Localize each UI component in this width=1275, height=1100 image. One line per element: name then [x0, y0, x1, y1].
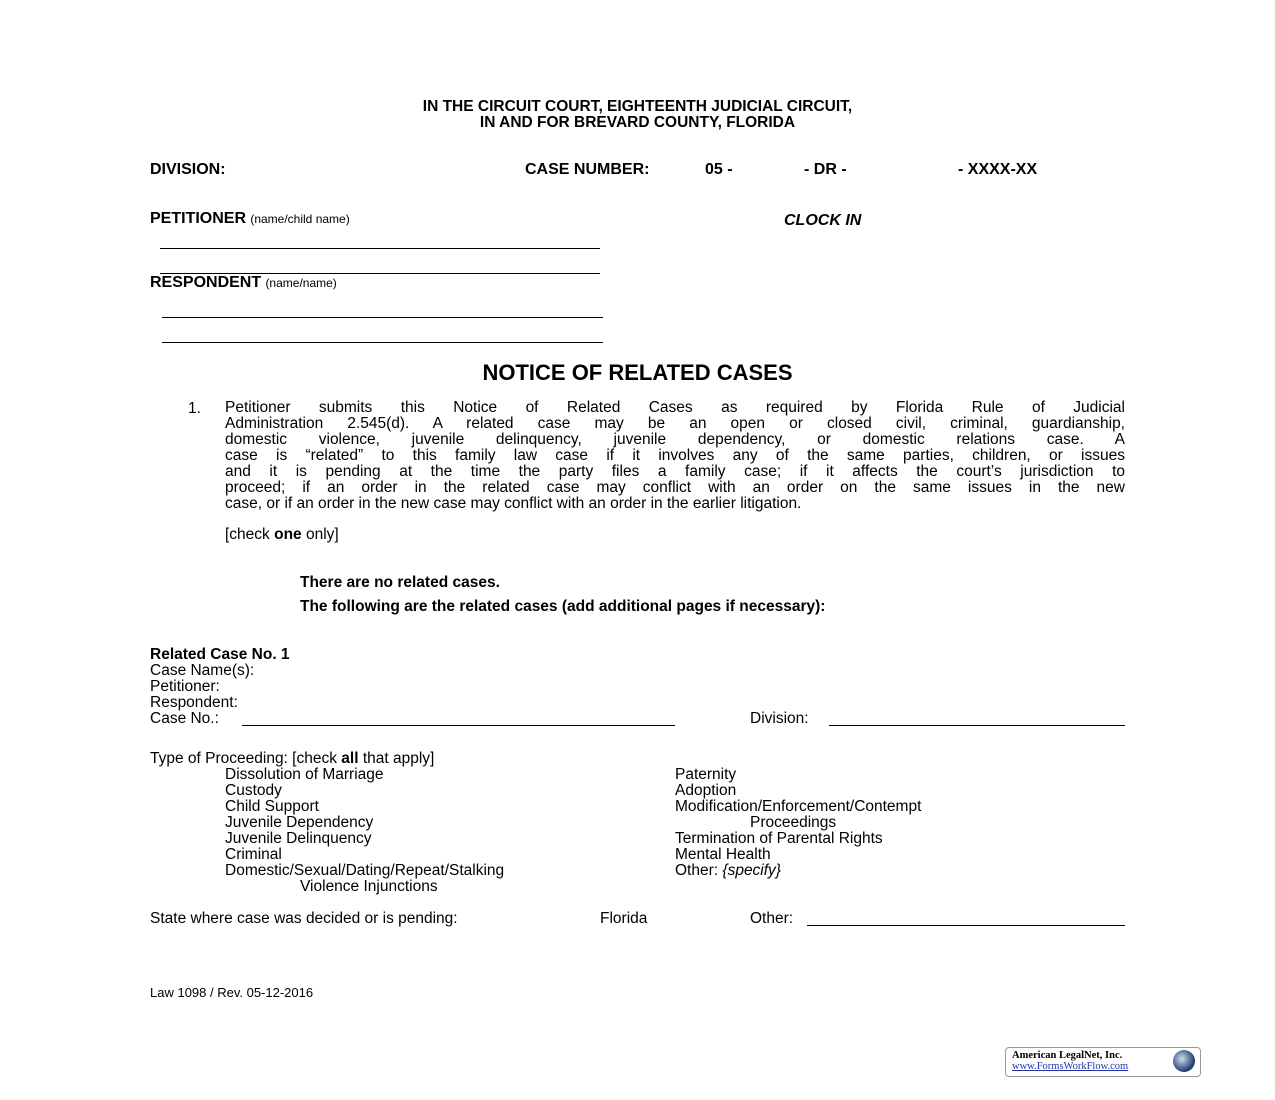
globe-icon: [1173, 1050, 1195, 1072]
division-label: DIVISION:: [150, 161, 226, 178]
proc-post: that apply]: [358, 750, 435, 767]
case-no-label: Case No.:: [150, 710, 219, 727]
proceeding-option-other[interactable]: [675, 862, 781, 880]
state-option-florida[interactable]: Florida: [600, 910, 648, 927]
case-no-field[interactable]: [242, 725, 675, 726]
related-petitioner-label: Petitioner:: [150, 678, 220, 695]
proceeding-option[interactable]: Mental Health: [675, 846, 771, 863]
case-number-part2: - DR -: [804, 161, 847, 178]
american-legalnet-logo: [1005, 1047, 1201, 1077]
proceeding-option[interactable]: Juvenile Delinquency: [225, 830, 372, 847]
paragraph-line: proceed; if an order in the related case may conflict with an order on the same issues in the new: [225, 479, 1125, 496]
case-number-label: CASE NUMBER:: [525, 161, 650, 178]
paragraph-line: Petitioner submits this Notice of Related Cases as required by Florida Rule of Judicial: [225, 399, 1125, 416]
state-other-label: Other:: [750, 910, 794, 927]
proceeding-option[interactable]: Paternity: [675, 766, 737, 783]
proceeding-option[interactable]: Dissolution of Marriage: [225, 766, 384, 783]
case-number-part1: 05 -: [705, 161, 733, 178]
respondent-label-text: RESPONDENT: [150, 274, 262, 291]
petitioner-line-1[interactable]: [160, 248, 600, 249]
proceeding-option-continued: Violence Injunctions: [300, 878, 438, 895]
proc-bold: all: [341, 750, 359, 767]
paragraph-line: case, or if an order in the new case may conflict with an order in the earlier litigation.: [225, 495, 802, 512]
paragraph-number: 1.: [188, 400, 201, 417]
logo-line1: American LegalNet, Inc.: [1012, 1050, 1123, 1061]
related-respondent-label: Respondent:: [150, 694, 238, 711]
proceeding-option[interactable]: Modification/Enforcement/Contempt: [675, 798, 922, 815]
instr-pre: [check: [225, 526, 275, 543]
paragraph-line: and it is pending at the time the party files a family case; if it affects the court’s jurisdiction to: [225, 463, 1125, 480]
instr-post: only]: [301, 526, 339, 543]
proceeding-option[interactable]: Termination of Parental Rights: [675, 830, 883, 847]
option-no-related-cases[interactable]: There are no related cases.: [300, 574, 500, 591]
division-field[interactable]: [829, 725, 1125, 726]
clock-in-label: CLOCK IN: [784, 212, 862, 229]
proceeding-option[interactable]: Domestic/Sexual/Dating/Repeat/Stalking: [225, 862, 505, 879]
instr-bold: one: [274, 526, 302, 543]
paragraph-line: Administration 2.545(d). A related case may be an open or closed civil, criminal, guardianship,: [225, 415, 1125, 432]
other-label: Other:: [675, 862, 723, 879]
paragraph-line: case is “related” to this family law case if it involves any of the same parties, children, or issues: [225, 447, 1125, 464]
related-case-heading: Related Case No. 1: [150, 646, 290, 663]
paragraph-line: domestic violence, juvenile delinquency, juvenile dependency, or domestic relations case. A: [225, 431, 1125, 448]
check-one-instruction: [225, 526, 339, 544]
state-other-field[interactable]: [807, 925, 1125, 926]
petitioner-label-text: PETITIONER: [150, 210, 247, 227]
proceeding-option[interactable]: Adoption: [675, 782, 737, 799]
related-division-label: Division:: [750, 710, 809, 727]
proceeding-option[interactable]: Child Support: [225, 798, 319, 815]
form-footer: Law 1098 / Rev. 05-12-2016: [150, 985, 314, 1000]
proc-pre: Type of Proceeding: [check: [150, 750, 342, 767]
proceeding-option-continued: Proceedings: [750, 814, 837, 831]
respondent-line-2[interactable]: [162, 342, 603, 343]
case-names-label: Case Name(s):: [150, 662, 255, 679]
court-header-line2: IN AND FOR BREVARD COUNTY, FLORIDA: [479, 114, 796, 131]
petitioner-label: [150, 210, 350, 228]
respondent-label: [150, 274, 337, 292]
logo-link[interactable]: www.FormsWorkFlow.com: [1012, 1061, 1129, 1072]
state-label: State where case was decided or is pending:: [150, 910, 458, 927]
respondent-hint: (name/name): [265, 276, 337, 290]
court-header-line1: IN THE CIRCUIT COURT, EIGHTEENTH JUDICIAL CIRCUIT,: [422, 98, 853, 115]
option-following-related-cases[interactable]: The following are the related cases (add additional pages if necessary):: [300, 598, 826, 615]
proceeding-option[interactable]: Juvenile Dependency: [225, 814, 374, 831]
proceeding-option[interactable]: Custody: [225, 782, 282, 799]
respondent-line-1[interactable]: [162, 317, 603, 318]
case-number-part3: - XXXX-XX: [958, 161, 1038, 178]
page-title: NOTICE OF RELATED CASES: [482, 360, 793, 385]
other-specify: {specify}: [722, 862, 781, 879]
petitioner-hint: (name/child name): [250, 212, 350, 226]
proceeding-option[interactable]: Criminal: [225, 846, 282, 863]
